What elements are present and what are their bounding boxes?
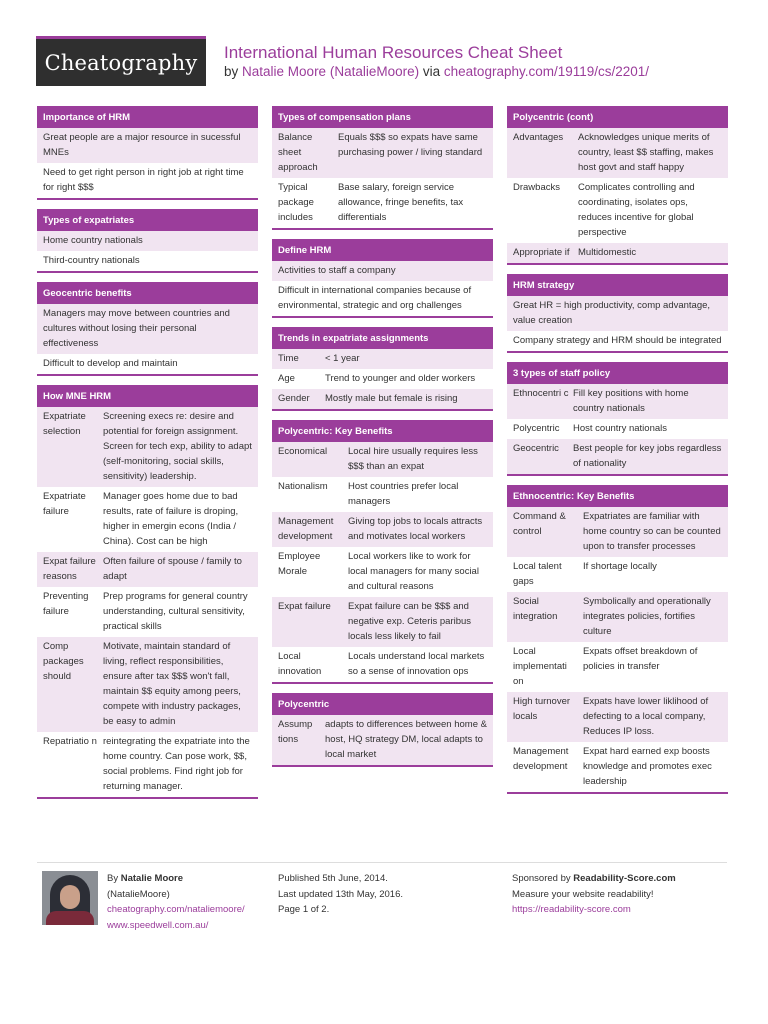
sponsored-label: Sponsored by xyxy=(512,873,571,884)
column-1 xyxy=(37,106,258,808)
table-row: Command & control Expatriates are familiar with home country so can be counted upon to transfer processes xyxy=(507,507,728,557)
table-row: Preventing failure Prep programs for general country understanding, cultural sensitivity, practical skills xyxy=(43,591,248,632)
table-row: Gender Mostly male but female is rising xyxy=(272,389,493,409)
table-row: Management development Giving top jobs to locals attracts and motivates local workers xyxy=(272,512,493,547)
section-title: Types of compensation plans xyxy=(272,106,493,128)
list-item: Great people are a major resource in sucessful MNEs xyxy=(37,128,258,163)
page-number: Page 1 of 2. xyxy=(278,904,330,915)
section-title: Importance of HRM xyxy=(37,106,258,128)
table-row: Advantages Acknowledges unique merits of country, least $$ staffing, makes host govt and staff happy xyxy=(507,128,728,178)
section-title: Types of expatriates xyxy=(37,209,258,231)
table-row: Assump tions adapts to differences between home & host, HQ strategy DM, local adapts to local market xyxy=(272,715,493,765)
table-row: Expat failure Expat failure can be $$$ and negative exp. Ceteris paribus locals less likely to fail xyxy=(272,597,493,647)
sponsor-name[interactable]: Readability-Score.com xyxy=(573,873,676,884)
table-row: Expatriate failure Manager goes home due to bad results, rate of failure is droping, higher in emergin econs (India / China). Cost can be high xyxy=(43,491,239,547)
section-importance-of-hrm xyxy=(37,106,258,200)
section-polycentric-cont xyxy=(507,106,728,265)
section-types-of-expatriates xyxy=(37,209,258,273)
table-row: Local implementati on Expats offset breakdown of policies in transfer xyxy=(513,646,698,687)
section-polycentric xyxy=(272,693,493,767)
list-item: Need to get right person in right job at right time for right $$$ xyxy=(43,167,244,193)
list-item: Difficult in international companies because of environmental, strategic and org challenges xyxy=(278,285,472,311)
table-row: Local talent gaps If shortage locally xyxy=(513,561,657,587)
list-item: Difficult to develop and maintain xyxy=(43,358,178,369)
list-item: Great HR = high productivity, comp advantage, value creation xyxy=(507,296,728,331)
footer-sponsor xyxy=(512,871,676,918)
page-title: International Human Resources Cheat Sheet xyxy=(224,43,563,62)
section-title: Ethnocentric: Key Benefits xyxy=(507,485,728,507)
footer-author-link[interactable]: cheatography.com/nataliemoore/ xyxy=(107,904,245,915)
section-hrm-strategy xyxy=(507,274,728,353)
sponsor-tagline: Measure your website readability! xyxy=(512,888,654,900)
section-title: Trends in expatriate assignments xyxy=(272,327,493,349)
logo-text: Cheatography xyxy=(44,50,198,75)
section-define-hrm xyxy=(272,239,493,318)
byline xyxy=(224,64,649,79)
sheet-url-link[interactable]: cheatography.com/19119/cs/2201/ xyxy=(443,64,650,79)
section-staff-policy xyxy=(507,362,728,476)
section-types-of-compensation-plans xyxy=(272,106,493,230)
table-row: Comp packages should Motivate, maintain standard of living, reflect responsibilities, ensure after tax $$$ won't fall, maintain $$ equity among peers, compete with industry packages, be easy to admin xyxy=(37,637,258,732)
footer-by-label: By xyxy=(107,873,119,884)
column-2 xyxy=(272,106,493,776)
section-ethnocentric-key-benefits xyxy=(507,485,728,794)
table-row: Typical package includes Base salary, foreign service allowance, fringe benefits, tax differentials xyxy=(278,182,464,223)
cheatography-logo[interactable] xyxy=(36,36,206,86)
via-label: via xyxy=(422,64,441,79)
section-title: Polycentric: Key Benefits xyxy=(272,420,493,442)
section-title: Polycentric xyxy=(272,693,493,715)
sponsor-url[interactable]: https://readability-score.com xyxy=(512,904,631,915)
table-row: Local innovation Locals understand local markets so a sense of innovation ops xyxy=(278,651,485,677)
table-row: Polycentric Host country nationals xyxy=(513,423,667,434)
section-trends-in-expatriate-assignments xyxy=(272,327,493,411)
table-row: Drawbacks Complicates controlling and coordinating, isolates ops, reduces incentive for global perspective xyxy=(513,182,695,238)
footer-dates xyxy=(278,871,403,918)
footer-author xyxy=(107,871,245,933)
list-item: Managers may move between countries and cultures without losing their personal effectiveness xyxy=(37,304,258,354)
section-title: HRM strategy xyxy=(507,274,728,296)
footer-author-site[interactable]: www.speedwell.com.au/ xyxy=(107,919,209,931)
section-how-mne-hrm xyxy=(37,385,258,799)
section-polycentric-key-benefits xyxy=(272,420,493,684)
table-row: Nationalism Host countries prefer local managers xyxy=(278,481,459,507)
table-row: Management development Expat hard earned exp boosts knowledge and promotes exec leadership xyxy=(513,746,712,787)
footer-author-name: Natalie Moore xyxy=(120,873,184,884)
table-row: Age Trend to younger and older workers xyxy=(278,373,476,384)
avatar xyxy=(42,871,98,925)
footer xyxy=(37,862,727,934)
footer-author-handle: (NatalieMoore) xyxy=(107,888,170,900)
table-row: Ethnocentri c Fill key positions with home country nationals xyxy=(507,384,728,419)
table-row: Employee Morale Local workers like to work for local managers for many social and cultural reasons xyxy=(278,551,479,592)
list-item: Company strategy and HRM should be integrated xyxy=(513,335,722,346)
section-title: Define HRM xyxy=(272,239,493,261)
column-3 xyxy=(507,106,728,803)
table-row: Social integration Symbolically and operationally integrates policies, fortifies culture xyxy=(507,592,728,642)
table-row: Economical Local hire usually requires less $$$ than an expat xyxy=(272,442,493,477)
section-title: Polycentric (cont) xyxy=(507,106,728,128)
list-item: Home country nationals xyxy=(37,231,258,251)
table-row: Time < 1 year xyxy=(272,349,493,369)
updated-date: Last updated 13th May, 2016. xyxy=(278,888,403,900)
section-title: Geocentric benefits xyxy=(37,282,258,304)
published-date: Published 5th June, 2014. xyxy=(278,873,388,884)
table-row: High turnover locals Expats have lower liklihood of defecting to a local company, Reduces IP loss. xyxy=(507,692,728,742)
table-row: Geocentric Best people for key jobs regardless of nationality xyxy=(507,439,728,474)
section-geocentric-benefits xyxy=(37,282,258,376)
table-row: Appropriate if Multidomestic xyxy=(507,243,728,263)
list-item: Activities to staff a company xyxy=(272,261,493,281)
section-title: 3 types of staff policy xyxy=(507,362,728,384)
section-title: How MNE HRM xyxy=(37,385,258,407)
list-item: Third-country nationals xyxy=(43,255,140,266)
by-label: by xyxy=(224,64,239,79)
table-row: Expatriate selection Screening execs re: desire and potential for foreign assignment. Screen for tech exp, ability to adapt (self-monitoring, social skills, sensitivity) leadership. xyxy=(37,407,258,487)
table-row: Expat failure reasons Often failure of spouse / family to adapt xyxy=(37,552,258,587)
table-row: Balance sheet approach Equals $$$ so expats have same purchasing power / living standard xyxy=(272,128,493,178)
author-link[interactable]: Natalie Moore (NatalieMoore) xyxy=(242,64,420,79)
table-row: Repatriatio n reintegrating the expatriate into the home country. Can pose work, $$, social problems. Find right job for returning manager. xyxy=(43,736,250,792)
